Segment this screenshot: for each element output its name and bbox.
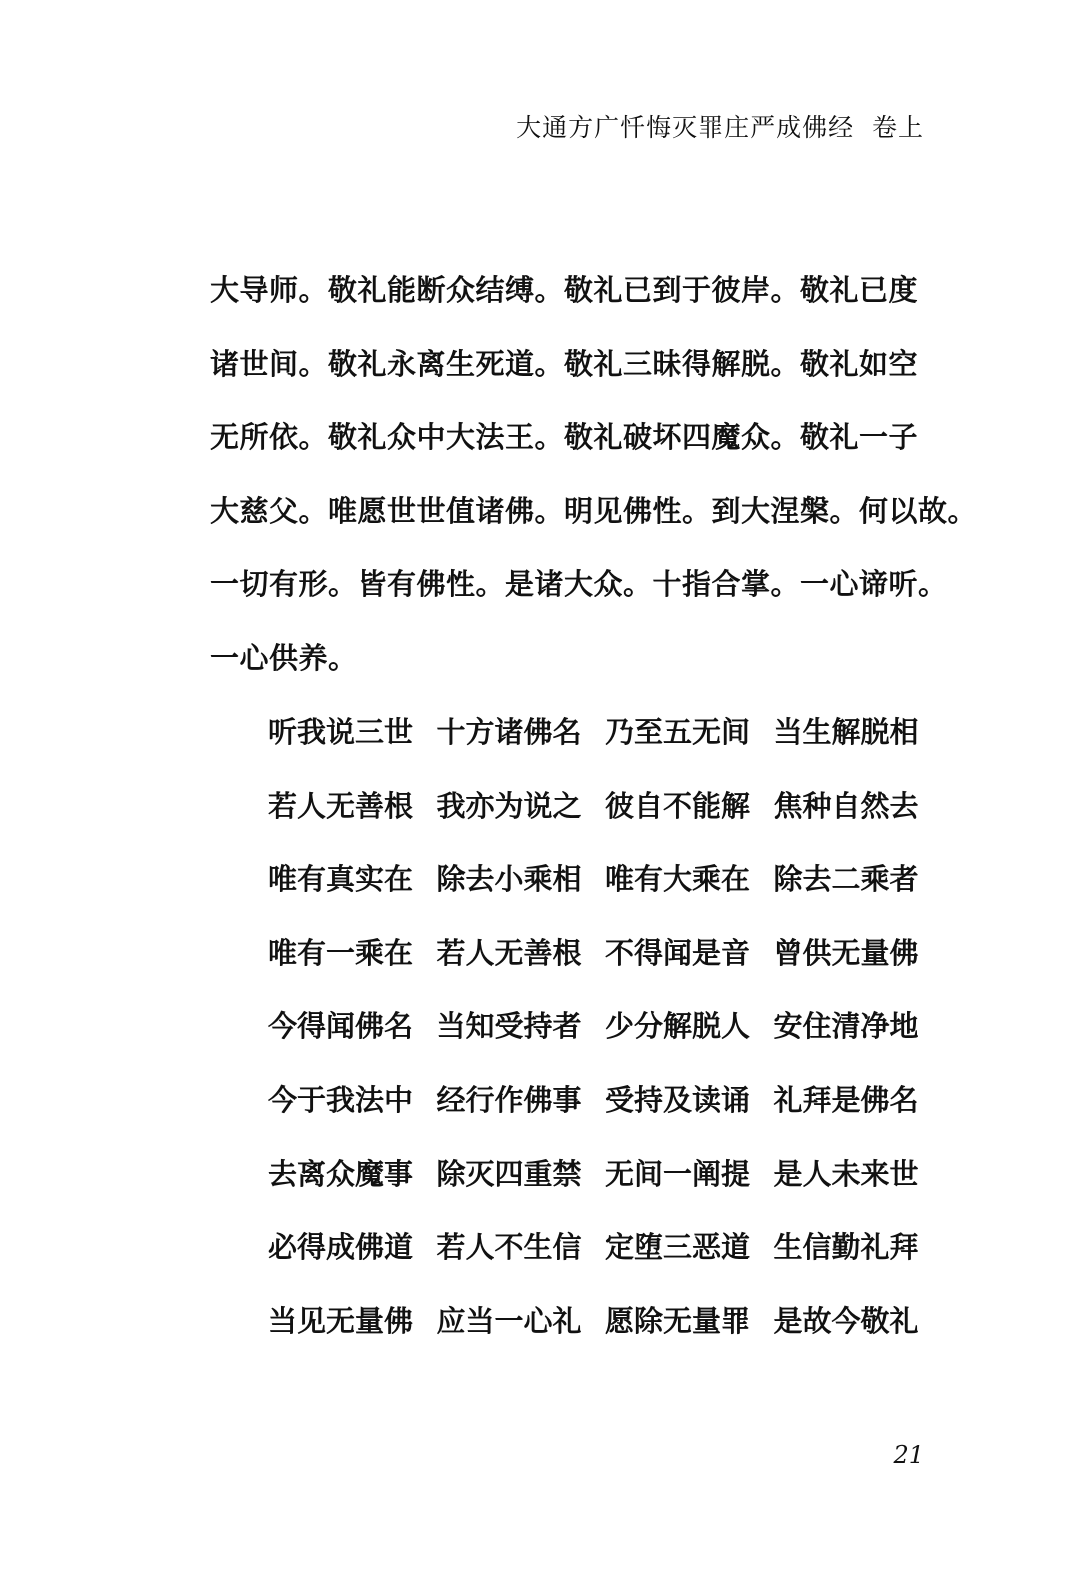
verse-line — [268, 1149, 942, 1223]
verse-phrase: 我亦为说之 — [436, 788, 582, 823]
verse-phrase: 除去二乘者 — [773, 862, 919, 897]
verse-phrase: 定堕三恶道 — [605, 1230, 751, 1265]
verse-phrase: 无间一阐提 — [605, 1156, 751, 1191]
verse-line — [268, 1001, 942, 1075]
verse-phrase: 当见无量佛 — [268, 1303, 414, 1338]
verse-line — [268, 854, 942, 928]
verse-block — [268, 707, 942, 1369]
verse-line — [268, 928, 942, 1002]
verse-phrase: 安住清净地 — [773, 1009, 919, 1044]
verse-phrase: 礼拜是佛名 — [773, 1082, 919, 1117]
verse-phrase: 去离众魔事 — [268, 1156, 414, 1191]
verse-line — [268, 1075, 942, 1149]
verse-phrase: 若人无善根 — [436, 935, 582, 970]
verse-phrase: 除去小乘相 — [436, 862, 582, 897]
verse-phrase: 十方诸佛名 — [436, 715, 582, 749]
verse-phrase: 应当一心礼 — [436, 1303, 582, 1338]
verse-phrase: 经行作佛事 — [436, 1082, 582, 1117]
verse-line — [268, 1296, 942, 1370]
running-header — [516, 111, 924, 145]
verse-phrase: 当知受持者 — [436, 1009, 582, 1044]
book-title: 大通方广忏悔灭罪庄严成佛经 — [516, 113, 855, 142]
verse-phrase: 愿除无量罪 — [605, 1303, 751, 1338]
verse-phrase: 若人不生信 — [436, 1230, 582, 1265]
verse-phrase: 不得闻是音 — [605, 935, 751, 970]
verse-phrase: 必得成佛道 — [268, 1230, 414, 1265]
verse-phrase: 乃至五无间 — [605, 715, 751, 749]
verse-line — [268, 707, 942, 781]
verse-line — [268, 781, 942, 855]
verse-phrase: 焦种自然去 — [773, 788, 919, 823]
verse-phrase: 唯有真实在 — [268, 862, 414, 897]
page-number: 21 — [893, 1441, 924, 1469]
verse-phrase: 除灭四重禁 — [436, 1156, 582, 1191]
verse-phrase: 今于我法中 — [268, 1082, 414, 1117]
prose-line: 一心供养。 — [210, 640, 358, 675]
verse-phrase: 是人未来世 — [773, 1156, 919, 1191]
verse-phrase: 是故今敬礼 — [773, 1303, 919, 1338]
verse-line — [268, 1222, 942, 1296]
prose-line: 大慈父。唯愿世世值诸佛。明见佛性。到大涅槃。何以故。 — [210, 493, 978, 528]
prose-line: 无所依。敬礼众中大法王。敬礼破坏四魔众。敬礼一子 — [210, 420, 919, 455]
prose-line: 大导师。敬礼能断众结缚。敬礼已到于彼岸。敬礼已度 — [210, 273, 919, 307]
verse-phrase: 曾供无量佛 — [773, 935, 919, 970]
verse-phrase: 听我说三世 — [268, 715, 414, 749]
verse-phrase: 今得闻佛名 — [268, 1009, 414, 1044]
verse-phrase: 唯有大乘在 — [605, 862, 751, 897]
verse-phrase: 彼自不能解 — [605, 788, 751, 823]
verse-phrase: 当生解脱相 — [773, 715, 919, 749]
verse-phrase: 受持及读诵 — [605, 1082, 751, 1117]
prose-line: 诸世间。敬礼永离生死道。敬礼三昧得解脱。敬礼如空 — [210, 346, 919, 381]
prose-block — [210, 265, 978, 707]
verse-phrase: 生信勤礼拜 — [773, 1230, 919, 1265]
prose-line: 一切有形。皆有佛性。是诸大众。十指合掌。一心谛听。 — [210, 567, 948, 602]
verse-phrase: 少分解脱人 — [605, 1009, 751, 1044]
volume-label: 卷上 — [871, 113, 924, 142]
verse-phrase: 若人无善根 — [268, 788, 414, 823]
verse-phrase: 唯有一乘在 — [268, 935, 414, 970]
